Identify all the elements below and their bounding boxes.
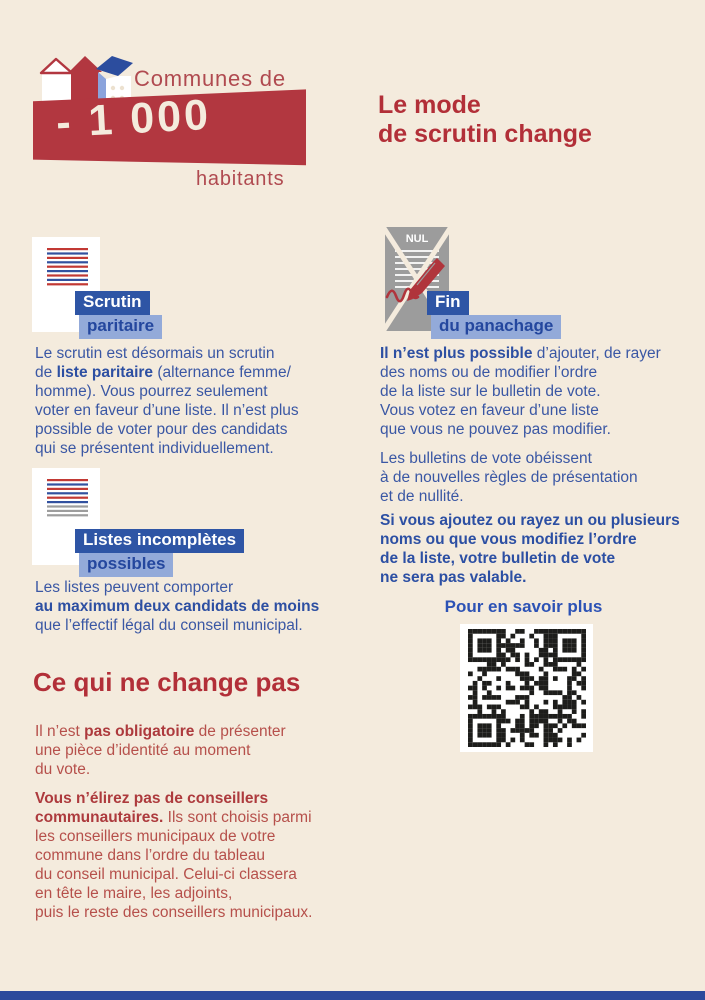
learn-more-label: Pour en savoir plus xyxy=(444,597,603,616)
section-title-ce-qui-ne-change-pas: Ce qui ne change pas xyxy=(33,667,301,697)
paragraph-scrutin-paritaire: Le scrutin est désormais un scrutin de liste paritaire (alternance femme/ homme). Vous pourrez seulement voter en faveur d’une liste. Il n’est plus possible de voter pour des candidats qui se présentent individuellement. xyxy=(35,345,299,457)
logo-habitants: habitants xyxy=(196,168,285,190)
tag-line-possibles: possibles xyxy=(79,553,173,577)
tag-line-du-panachage: du panachage xyxy=(431,315,561,339)
tag-line-listes-incompletes: Listes incomplètes xyxy=(75,529,244,553)
nul-stamp-text: NUL xyxy=(405,233,429,245)
banner-number: - 1 000 xyxy=(55,90,213,147)
tag-line-scrutin: Scrutin xyxy=(75,291,150,315)
tag-line-paritaire: paritaire xyxy=(79,315,162,339)
qr-code xyxy=(460,624,593,752)
paragraph-bulletin-non-valable: Si vous ajoutez ou rayez un ou plusieurs noms ou que vous modifiez l’ordre de la liste, votre bulletin de vote ne sera pas valable. xyxy=(380,512,680,586)
paragraph-bulletins-regles: Les bulletins de vote obéissent à de nouvelles règles de présentation et de nullité. xyxy=(380,450,638,505)
tag-fin-du-panachage xyxy=(427,291,561,339)
tag-line-fin: Fin xyxy=(427,291,469,315)
paragraph-conseillers-communautaires: Vous n’élirez pas de conseillers communautaires. Ils sont choisis parmi les conseillers municipaux de votre commune dans l’ordre du tableau du conseil municipal. Celui-ci classera en tête le maire, les adjoints, puis le reste des conseillers municipaux. xyxy=(35,790,313,921)
paragraph-listes-incompletes: Les listes peuvent comporter au maximum deux candidats de moins que l’effectif légal du conseil municipal. xyxy=(35,579,320,634)
qr-code-pattern xyxy=(467,629,587,747)
tag-scrutin-paritaire xyxy=(75,291,162,339)
tag-listes-incompletes xyxy=(75,529,244,577)
footer-bar xyxy=(0,991,705,1000)
page-title: Le mode de scrutin change xyxy=(378,91,592,148)
paragraph-piece-identite: Il n’est pas obligatoire de présenter une pièce d’identité au moment du vote. xyxy=(35,723,286,778)
logo-communes-de: Communes de xyxy=(134,66,286,91)
paragraph-panachage: Il n’est plus possible d’ajouter, de rayer des noms ou de modifier l’ordre de la liste sur le bulletin de vote. Vous votez en faveur d’une liste que vous ne pouvez pas modifier. xyxy=(380,345,661,438)
